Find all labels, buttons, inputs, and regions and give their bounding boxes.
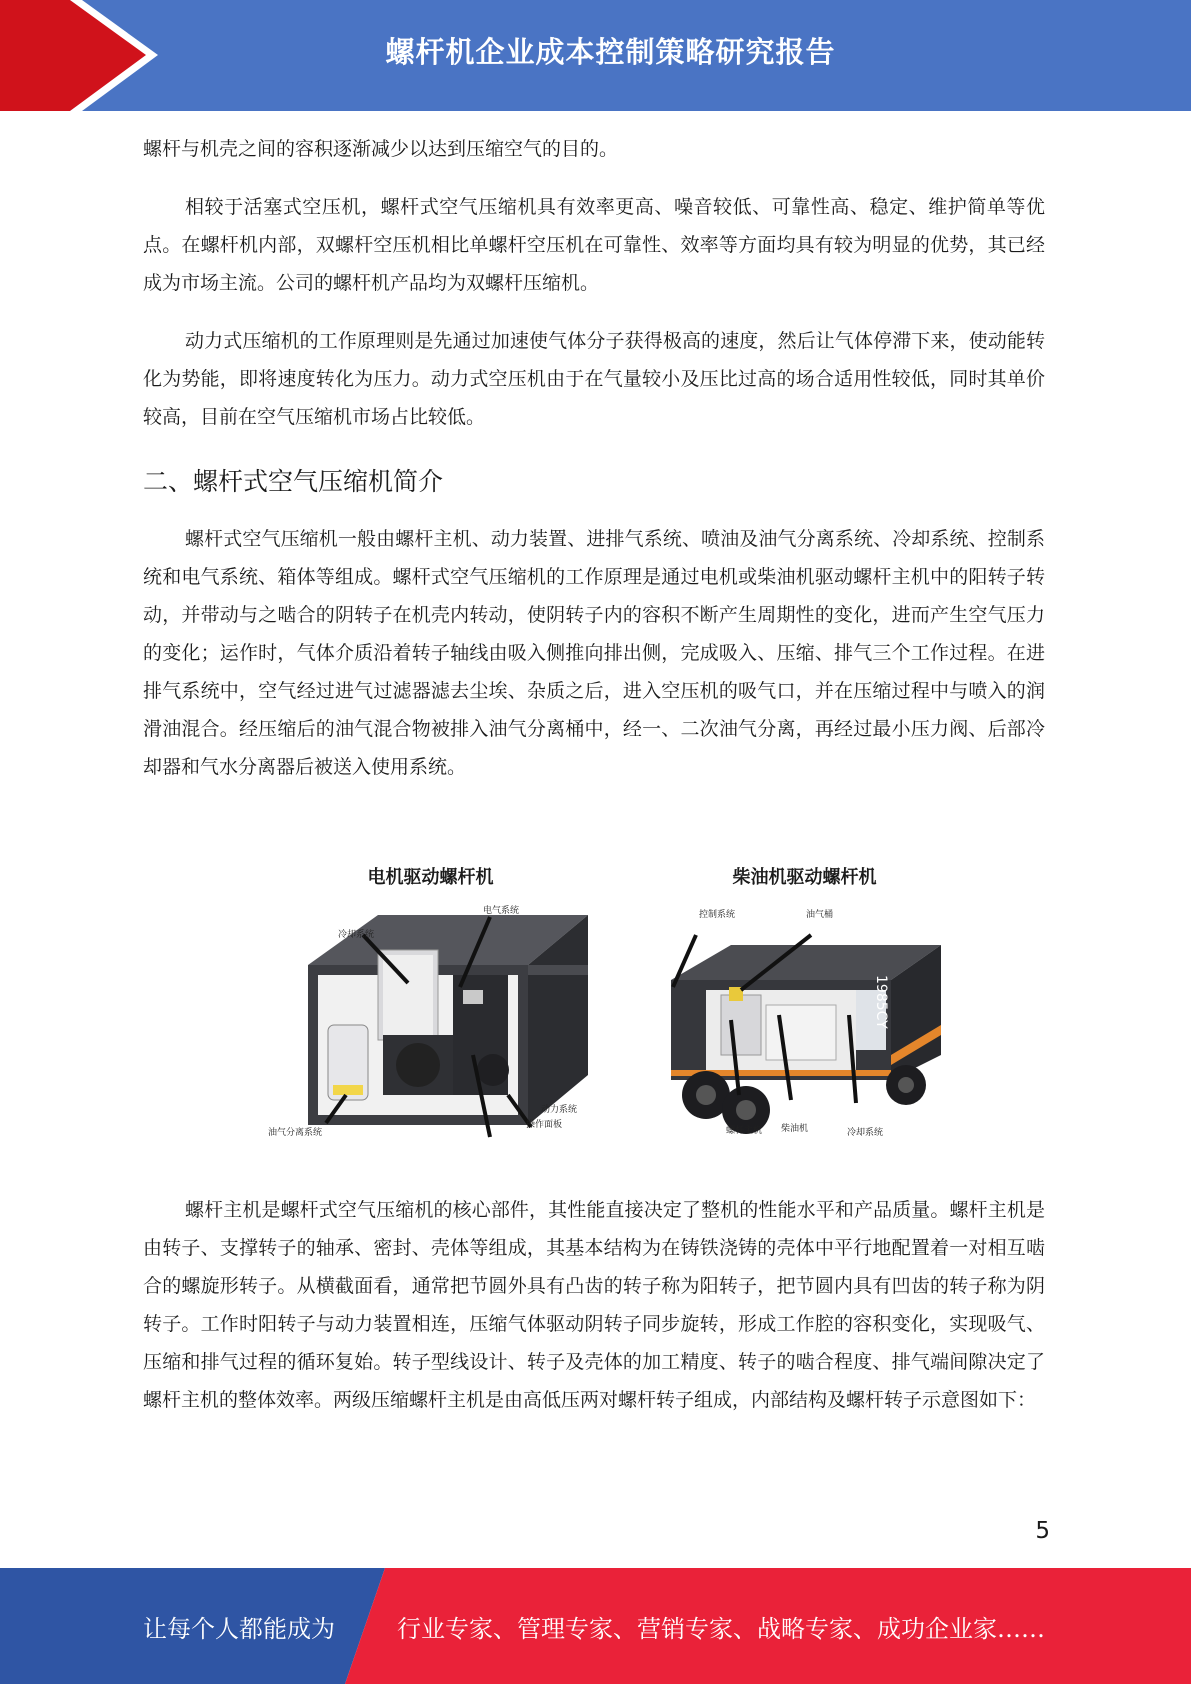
footer-slogan-right: 行业专家、管理专家、营销专家、战略专家、成功企业家…… [397, 1614, 1045, 1643]
compressor-figure [258, 855, 958, 1145]
machine-model-mark: 1985CY [873, 975, 889, 1029]
paragraph-dynamic-compressor: 动力式压缩机的工作原理则是先通过加速使气体分子获得极高的速度，然后让气体停滞下来，使动能转化为势能，即将速度转化为压力。动力式空压机由于在气量较小及压比过高的场合适用性较低，同时其单价较高，目前在空气压缩机市场占比较低。 [143, 330, 1045, 428]
figure-diesel-panel [651, 855, 958, 1145]
figure-diesel-title: 柴油机驱动螺杆机 [732, 867, 877, 888]
report-title: 螺杆机企业成本控制策略研究报告 [385, 34, 836, 69]
section-heading: 二、螺杆式空气压缩机简介 [143, 467, 444, 496]
paragraph-continuation: 螺杆与机壳之间的容积逐渐减少以达到压缩空气的目的。 [143, 138, 619, 160]
page-number: 5 [1035, 1518, 1050, 1544]
diesel-compressor-illustration [651, 895, 958, 1145]
paragraph-screw-intro: 螺杆式空气压缩机一般由螺杆主机、动力装置、进排气系统、喷油及油气分离系统、冷却系统、控制系统和电气系统、箱体等组成。螺杆式空气压缩机的工作原理是通过电机或柴油机驱动螺杆主机中的阳转子转动，并带动与之啮合的阴转子在机壳内转动，使阴转子内的容积不断产生周期性的变化，进而产生空气压力的变化；运作时，气体介质沿着转子轴线由吸入侧推向排出侧，完成吸入、压缩、排气三个工作过程。在进排气系统中，空气经过进气过滤器滤去尘埃、杂质之后，进入空压机的吸气口，并在压缩过程中与喷入的润滑油混合。经压缩后的油气混合物被排入油气分离桶中，经一、二次油气分离，再经过最小压力阀、后部冷却器和气水分离器后被送入使用系统。 [143, 528, 1045, 778]
label-operation-panel: 操作面板 [526, 1120, 563, 1130]
label-power-system: 动力系统 [541, 1105, 578, 1115]
document-body-lower [143, 1191, 1045, 1419]
paragraph-screw-advantages: 相较于活塞式空压机，螺杆式空气压缩机具有效率更高、噪音较低、可靠性高、稳定、维护简单等优点。在螺杆机内部，双螺杆空压机相比单螺杆空压机在可靠性、效率等方面均具有较为明显的优势，其已经成为市场主流。公司的螺杆机产品均为双螺杆压缩机。 [143, 196, 1045, 294]
figure-electric-panel [258, 855, 603, 1145]
page-header [0, 0, 1191, 111]
page-footer [0, 1568, 1191, 1684]
label-control-system: 控制系统 [699, 910, 736, 920]
figure-electric-title: 电机驱动螺杆机 [367, 867, 494, 888]
label-oil-gas-tank: 油气桶 [806, 910, 834, 920]
label-cooling-system: 冷却系统 [338, 930, 375, 940]
footer-slogan-left: 让每个人都能成为 [143, 1614, 335, 1643]
label-diesel-cooling: 冷却系统 [847, 1128, 884, 1138]
document-body [143, 130, 1045, 786]
label-electrical-system: 电气系统 [483, 906, 520, 916]
paragraph-airend: 螺杆主机是螺杆式空气压缩机的核心部件，其性能直接决定了整机的性能水平和产品质量。螺杆主机是由转子、支撑转子的轴承、密封、壳体等组成，其基本结构为在铸铁浇铸的壳体中平行地配置着一对相互啮合的螺旋形转子。从横截面看，通常把节圆外具有凸齿的转子称为阳转子，把节圆内具有凹齿的转子称为阴转子。工作时阳转子与动力装置相连，压缩气体驱动阴转子同步旋转，形成工作腔的容积变化，实现吸气、压缩和排气过程的循环复始。转子型线设计、转子及壳体的加工精度、转子的啮合程度、排气端间隙决定了螺杆主机的整体效率。两级压缩螺杆主机是由高低压两对螺杆转子组成，内部结构及螺杆转子示意图如下： [143, 1199, 1045, 1411]
label-oil-separator: 油气分离系统 [268, 1128, 323, 1138]
label-diesel-engine: 柴油机 [781, 1124, 809, 1134]
label-airend: 螺杆主机 [726, 1126, 763, 1136]
